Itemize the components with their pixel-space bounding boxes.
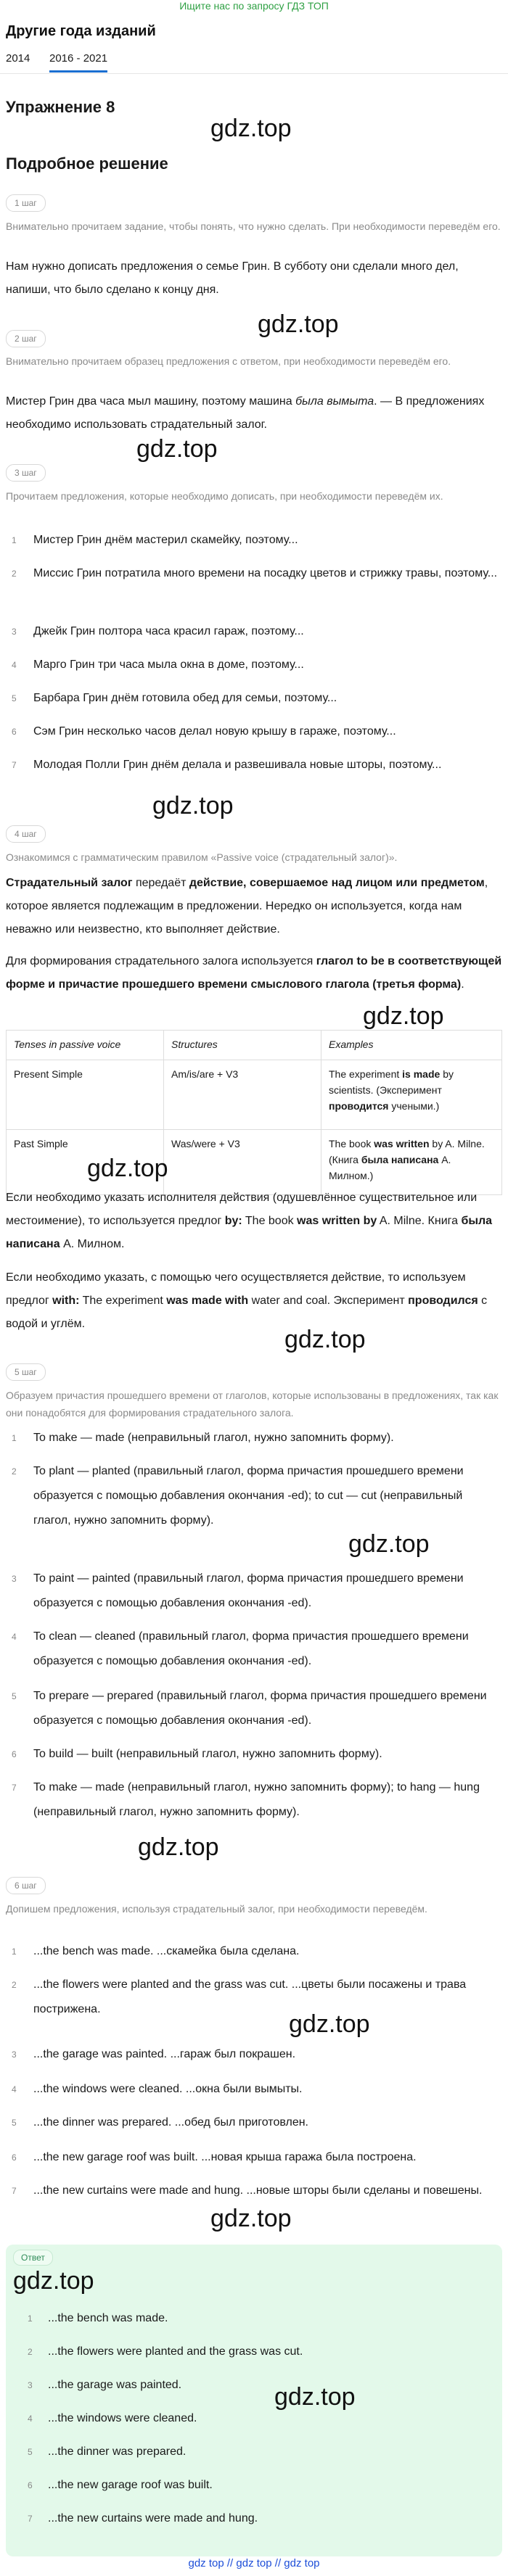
table-header: Tenses in passive voice [7, 1031, 164, 1060]
watermark: gdz.top [152, 792, 234, 820]
list-item: 6 To build — built (неправильный глагол, нужно запомнить форму). [12, 1748, 382, 1760]
watermark: gdz.top [348, 1530, 430, 1558]
watermark: gdz.top [284, 1326, 366, 1353]
watermark: gdz.top [274, 2383, 356, 2411]
list-item: 7 ...the new curtains were made and hung. ...новые шторы были сделаны и повешены. [12, 2184, 483, 2197]
rule-paragraph-2: Для формирования страдательного залога используется глагол to be в соответствующей форме и причастие прошедшего времени смыслового глагола (третья форма). [6, 955, 502, 991]
footer-link[interactable]: gdz top [188, 2557, 224, 2569]
step-badge-5: 5 шаг [6, 1363, 46, 1381]
list-item: 3 ...the garage was painted. ...гараж был покрашен. [12, 2048, 296, 2060]
footer-separator: // [274, 2557, 282, 2569]
answer-item: 1 ...the bench was made. [28, 2312, 168, 2324]
answer-item: 6 ...the new garage roof was built. [28, 2479, 213, 2491]
watermark: gdz.top [258, 310, 339, 338]
table-header: Examples [321, 1031, 502, 1060]
table-header-row [7, 1031, 502, 1060]
step-badge-1: 1 шаг [6, 194, 46, 212]
list-item: 7 Молодая Полли Грин днём делала и развешивала новые шторы, поэтому... [12, 759, 442, 771]
answer-badge: Ответ [13, 2250, 53, 2266]
step-5-note: Образуем причастия прошедшего времени от глаголов, которые использованы в предложениях, так как они понадобятся для формирования страдательного залога. [6, 1390, 499, 1419]
list-item: 1 ...the bench was made. ...скамейка была сделана. [12, 1945, 300, 1957]
watermark: gdz.top [289, 2010, 370, 2038]
other-years-title: Другие года изданий [6, 23, 156, 39]
rule-paragraph-4: Если необходимо указать, с помощью чего осуществляется действие, то используем предлог with: The experiment was made with water and coal. Эксперимент проводился с водой и углём. [6, 1271, 488, 1330]
tab-2016-2021[interactable]: 2016 - 2021 [49, 52, 107, 73]
watermark: gdz.top [363, 1002, 444, 1030]
list-item: 6 ...the new garage roof was built. ...новая крыша гаража была построена. [12, 2151, 417, 2163]
watermark: gdz.top [138, 1833, 219, 1861]
list-item: 3 To paint — painted (правильный глагол, форма причастия прошедшего времени образуется с помощью добавления окончания -ed). [12, 1572, 464, 1609]
footer-link[interactable]: gdz top [284, 2557, 320, 2569]
watermark: gdz.top [136, 435, 218, 463]
watermark: gdz.top [210, 115, 292, 142]
passive-voice-table [6, 1030, 502, 1195]
year-tabs [6, 52, 224, 74]
top-promo-link[interactable]: Ищите нас по запросу ГДЗ ТОП [179, 0, 329, 12]
table-cell: Present Simple [7, 1060, 164, 1130]
step-badge-2: 2 шаг [6, 330, 46, 347]
step-2-note: Внимательно прочитаем образец предложения с ответом, при необходимости переведём его. [6, 355, 451, 367]
list-item: 5 To prepare — prepared (правильный глагол, форма причастия прошедшего времени образуется с помощью добавления окончания -ed). [12, 1690, 487, 1727]
step-1-note: Внимательно прочитаем задание, чтобы понять, что нужно сделать. При необходимости переведём его. [6, 220, 501, 232]
list-item: 3 Джейк Грин полтора часа красил гараж, поэтому... [12, 625, 304, 637]
answer-item: 5 ...the dinner was prepared. [28, 2445, 187, 2458]
list-item: 1 To make — made (неправильный глагол, нужно запомнить форму). [12, 1432, 394, 1444]
footer-separator: // [226, 2557, 234, 2569]
step-badge-4: 4 шаг [6, 825, 46, 843]
table-cell: Am/is/are + V3 [164, 1060, 321, 1130]
watermark: gdz.top [210, 2205, 292, 2232]
watermark: gdz.top [87, 1155, 168, 1182]
footer-link[interactable]: gdz top [236, 2557, 272, 2569]
answer-item: 7 ...the new curtains were made and hung. [28, 2512, 258, 2525]
list-item: 6 Сэм Грин несколько часов делал новую крышу в гараже, поэтому... [12, 725, 396, 738]
list-item: 2 To plant — planted (правильный глагол, форма причастия прошедшего времени образуется с помощью добавления окончания -ed); to cut — cut (неправильный глагол, нужно запомнить форму). [12, 1465, 464, 1527]
exercise-title: Упражнение 8 [6, 98, 115, 116]
step-4-note: Ознакомимся с грамматическим правилом «Passive voice (страдательный залог)». [6, 851, 398, 863]
table-header: Structures [164, 1031, 321, 1060]
list-item: 4 Марго Грин три часа мыла окна в доме, поэтому... [12, 659, 304, 671]
step-3-note: Прочитаем предложения, которые необходимо дописать, при необходимости переведём их. [6, 490, 443, 502]
step-1-text: Нам нужно дописать предложения о семье Грин. В субботу они сделали много дел, напиши, что было сделано к концу дня. [6, 260, 459, 296]
list-item: 1 Мистер Грин днём мастерил скамейку, поэтому... [12, 534, 298, 546]
list-item: 4 To clean — cleaned (правильный глагол, форма причастия прошедшего времени образуется с помощью добавления окончания -ed). [12, 1630, 469, 1667]
step-2-text: Мистер Грин два часа мыл машину, поэтому машина была вымыта. — В предложениях необходимо использовать страдательный залог. [6, 395, 485, 431]
list-item: 2 Миссис Грин потратила много времени на посадку цветов и стрижку травы, поэтому... [12, 567, 498, 579]
list-item: 5 ...the dinner was prepared. ...обед был приготовлен. [12, 2116, 308, 2129]
list-item: 4 ...the windows were cleaned. ...окна были вымыты. [12, 2083, 303, 2095]
step-badge-3: 3 шаг [6, 464, 46, 482]
table-row [7, 1060, 502, 1130]
table-cell: Past Simple [7, 1130, 164, 1195]
rule-paragraph-1: Страдательный залог передаёт действие, совершаемое над лицом или предметом, которое является подлежащим в предложении. Нередко он используется, когда нам неважно или неизвестно, кто выполняет действие. [6, 877, 488, 936]
footer-links [0, 2557, 508, 2569]
rule-paragraph-3: Если необходимо указать исполнителя действия (одушевлённое существительное или местоимение), то используется предлог by: The book was written by A. Milne. Книга была написана А. Милном. [6, 1192, 493, 1250]
answer-item: 3 ...the garage was painted. [28, 2379, 182, 2391]
list-item: 7 To make — made (неправильный глагол, нужно запомнить форму); to hang — hung (неправильный глагол, нужно запомнить форму). [12, 1781, 480, 1818]
tab-2014[interactable]: 2014 [6, 52, 30, 65]
list-item: 5 Барбара Грин днём готовила обед для семьи, поэтому... [12, 692, 337, 704]
table-cell: Was/were + V3 [164, 1130, 321, 1195]
answer-item: 2 ...the flowers were planted and the grass was cut. [28, 2345, 303, 2358]
step-badge-6: 6 шаг [6, 1877, 46, 1894]
table-row [7, 1130, 502, 1195]
list-item: 2 ...the flowers were planted and the grass was cut. ...цветы были посажены и трава пострижена. [12, 1978, 467, 2015]
solution-title: Подробное решение [6, 154, 168, 173]
tabs-divider [0, 73, 508, 74]
table-cell: The experiment is made by scientists. (Эксперимент проводится учеными.) [321, 1060, 502, 1130]
watermark: gdz.top [13, 2267, 94, 2295]
step-6-note: Допишем предложения, используя страдательный залог, при необходимости переведём. [6, 1903, 427, 1915]
answer-item: 4 ...the windows were cleaned. [28, 2412, 197, 2424]
table-cell: The book was written by A. Milne. (Книга была написана А. Милном.) [321, 1130, 502, 1195]
